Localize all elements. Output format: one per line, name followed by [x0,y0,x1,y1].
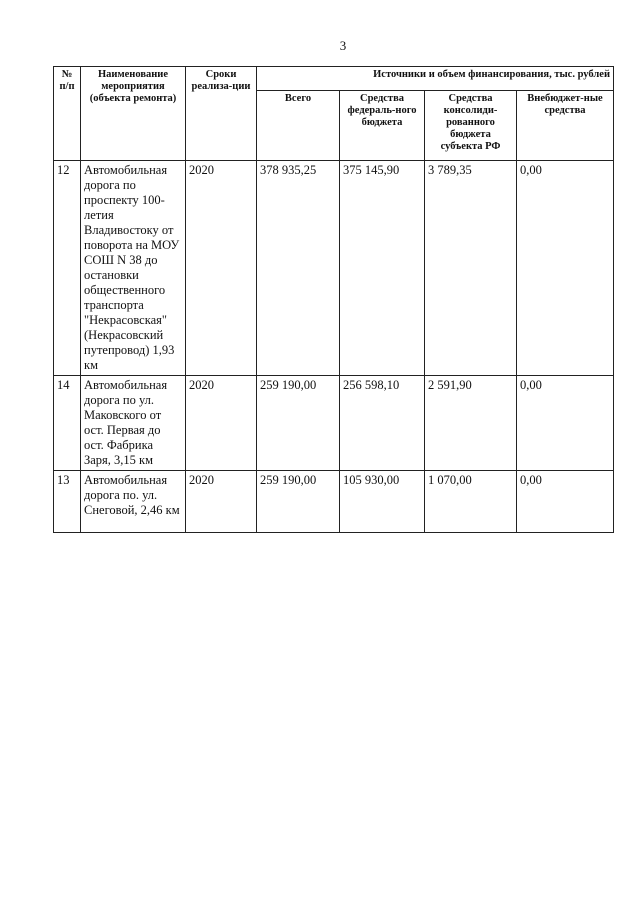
cell-num: 14 [54,376,81,471]
cell-name: Автомобильная дорога по. ул. Снеговой, 2,46 км [81,471,186,533]
cell-num: 12 [54,161,81,376]
header-num: № п/п [54,67,81,161]
header-sources: Источники и объем финансирования, тыс. рублей [257,67,614,91]
table-row [54,161,614,376]
header-regional: Средства консолиди-рованного бюджета субъекта РФ [425,91,517,161]
cell-total: 378 935,25 [257,161,340,376]
cell-year: 2020 [186,471,257,533]
cell-regional: 3 789,35 [425,161,517,376]
table-row [54,471,614,533]
cell-total: 259 190,00 [257,376,340,471]
cell-federal: 375 145,90 [340,161,425,376]
cell-name: Автомобильная дорога по ул. Маковского от ост. Первая до ост. Фабрика Заря, 3,15 км [81,376,186,471]
cell-regional: 2 591,90 [425,376,517,471]
cell-federal: 105 930,00 [340,471,425,533]
table-row [54,376,614,471]
cell-total: 259 190,00 [257,471,340,533]
header-name: Наименование мероприятия (объекта ремонта) [81,67,186,161]
cell-year: 2020 [186,376,257,471]
header-term: Сроки реализа-ции [186,67,257,161]
cell-extra: 0,00 [517,376,614,471]
header-total: Всего [257,91,340,161]
header-federal: Средства федераль-ного бюджета [340,91,425,161]
cell-year: 2020 [186,161,257,376]
financing-table [53,66,614,533]
cell-extra: 0,00 [517,471,614,533]
cell-regional: 1 070,00 [425,471,517,533]
cell-federal: 256 598,10 [340,376,425,471]
page-number: 3 [339,38,347,53]
cell-extra: 0,00 [517,161,614,376]
cell-num: 13 [54,471,81,533]
header-extra: Внебюджет-ные средства [517,91,614,161]
cell-name: Автомобильная дорога по проспекту 100-летия Владивостоку от поворота на МОУ СОШ N 38 до остановки общественного транспорта "Некрасовская" (Некрасовский путепровод) 1,93 км [81,161,186,376]
